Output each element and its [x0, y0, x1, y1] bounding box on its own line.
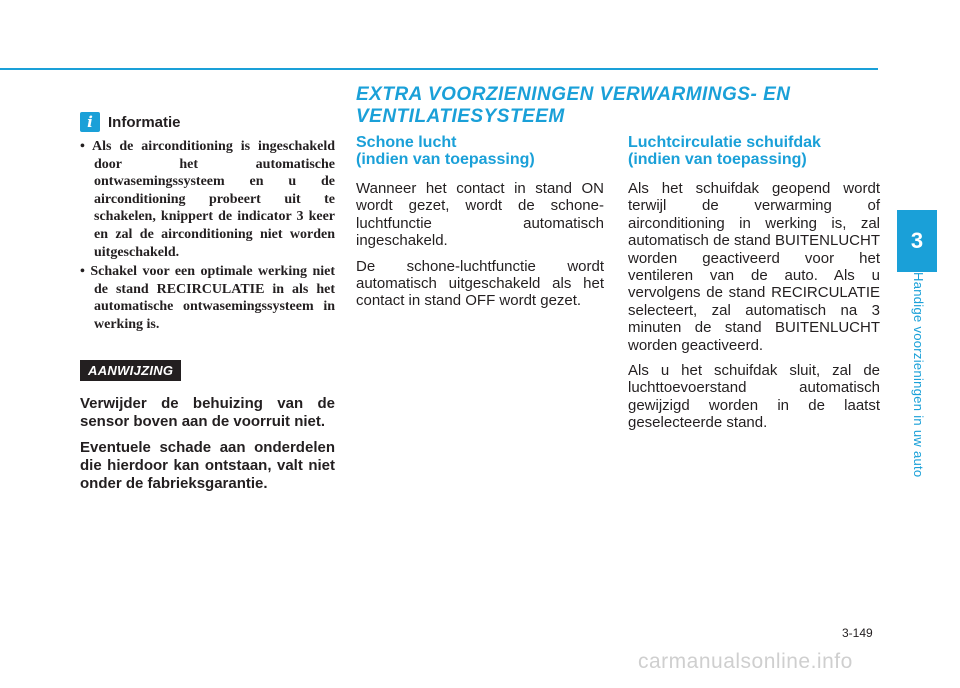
- info-header: [80, 112, 335, 132]
- sunroof-paragraph: Als u het schuifdak sluit, zal de luchttoevoerstand automatisch gewijzigd worden in de laatst geselecteerde stand.: [628, 362, 880, 432]
- chapter-tab: 3: [897, 210, 937, 272]
- clean-air-heading: Schone lucht (indien van toepassing): [356, 134, 535, 168]
- info-column: [80, 112, 335, 493]
- notice-badge: AANWIJZING: [80, 360, 181, 381]
- notice-paragraph: Eventuele schade aan onderdelen die hierdoor kan ontstaan, valt niet onder de fabrieksgarantie.: [80, 438, 335, 492]
- clean-air-paragraph: Wanneer het contact in stand ON wordt gezet, wordt de schone-luchtfunctie automatisch ingeschakeld.: [356, 180, 604, 250]
- notice-paragraph: Verwijder de behuizing van de sensor boven aan de voorruit niet.: [80, 394, 335, 430]
- sunroof-section: [628, 134, 880, 440]
- header-divider-line: [0, 68, 878, 70]
- watermark: carmanualsonline.info: [638, 650, 853, 673]
- info-bullet-list: [80, 138, 335, 334]
- info-title: Informatie: [108, 113, 181, 131]
- chapter-title: Handige voorzieningen in uw auto: [911, 272, 926, 478]
- section-title: EXTRA VOORZIENINGEN VERWARMINGS- EN VENTILATIESYSTEEM: [356, 84, 791, 127]
- clean-air-paragraph: De schone-luchtfunctie wordt automatisch uitgeschakeld als het contact in stand OFF wordt gezet.: [356, 257, 604, 310]
- sunroof-paragraph: Als het schuifdak geopend wordt terwijl de verwarming of airconditioning in werking is, zal automatisch de stand BUITENLUCHT worden geactiveerd voor het ventileren van de auto. Als u vervolgens de stand RECIRCULATIE selecteert, zal automatisch na 3 minuten de stand BUITENLUCHT worden geactiveerd.: [628, 180, 880, 354]
- info-bullet-item: • Schakel voor een optimale werking niet de stand RECIRCULATIE in als het automatische ontwasemingssysteem in werking is.: [80, 264, 335, 332]
- info-icon: i: [80, 112, 100, 132]
- clean-air-section: [356, 134, 604, 318]
- page-number: 3-149: [842, 626, 873, 640]
- sunroof-heading: Luchtcirculatie schuifdak (indien van toepassing): [628, 134, 821, 168]
- info-bullet-item: • Als de airconditioning is ingeschakeld door het automatische ontwasemingssysteem en u de airconditioning probeert uit te schakelen, knippert de indicator 3 keer en zal de airconditioning niet worden uitgeschakeld.: [80, 139, 335, 260]
